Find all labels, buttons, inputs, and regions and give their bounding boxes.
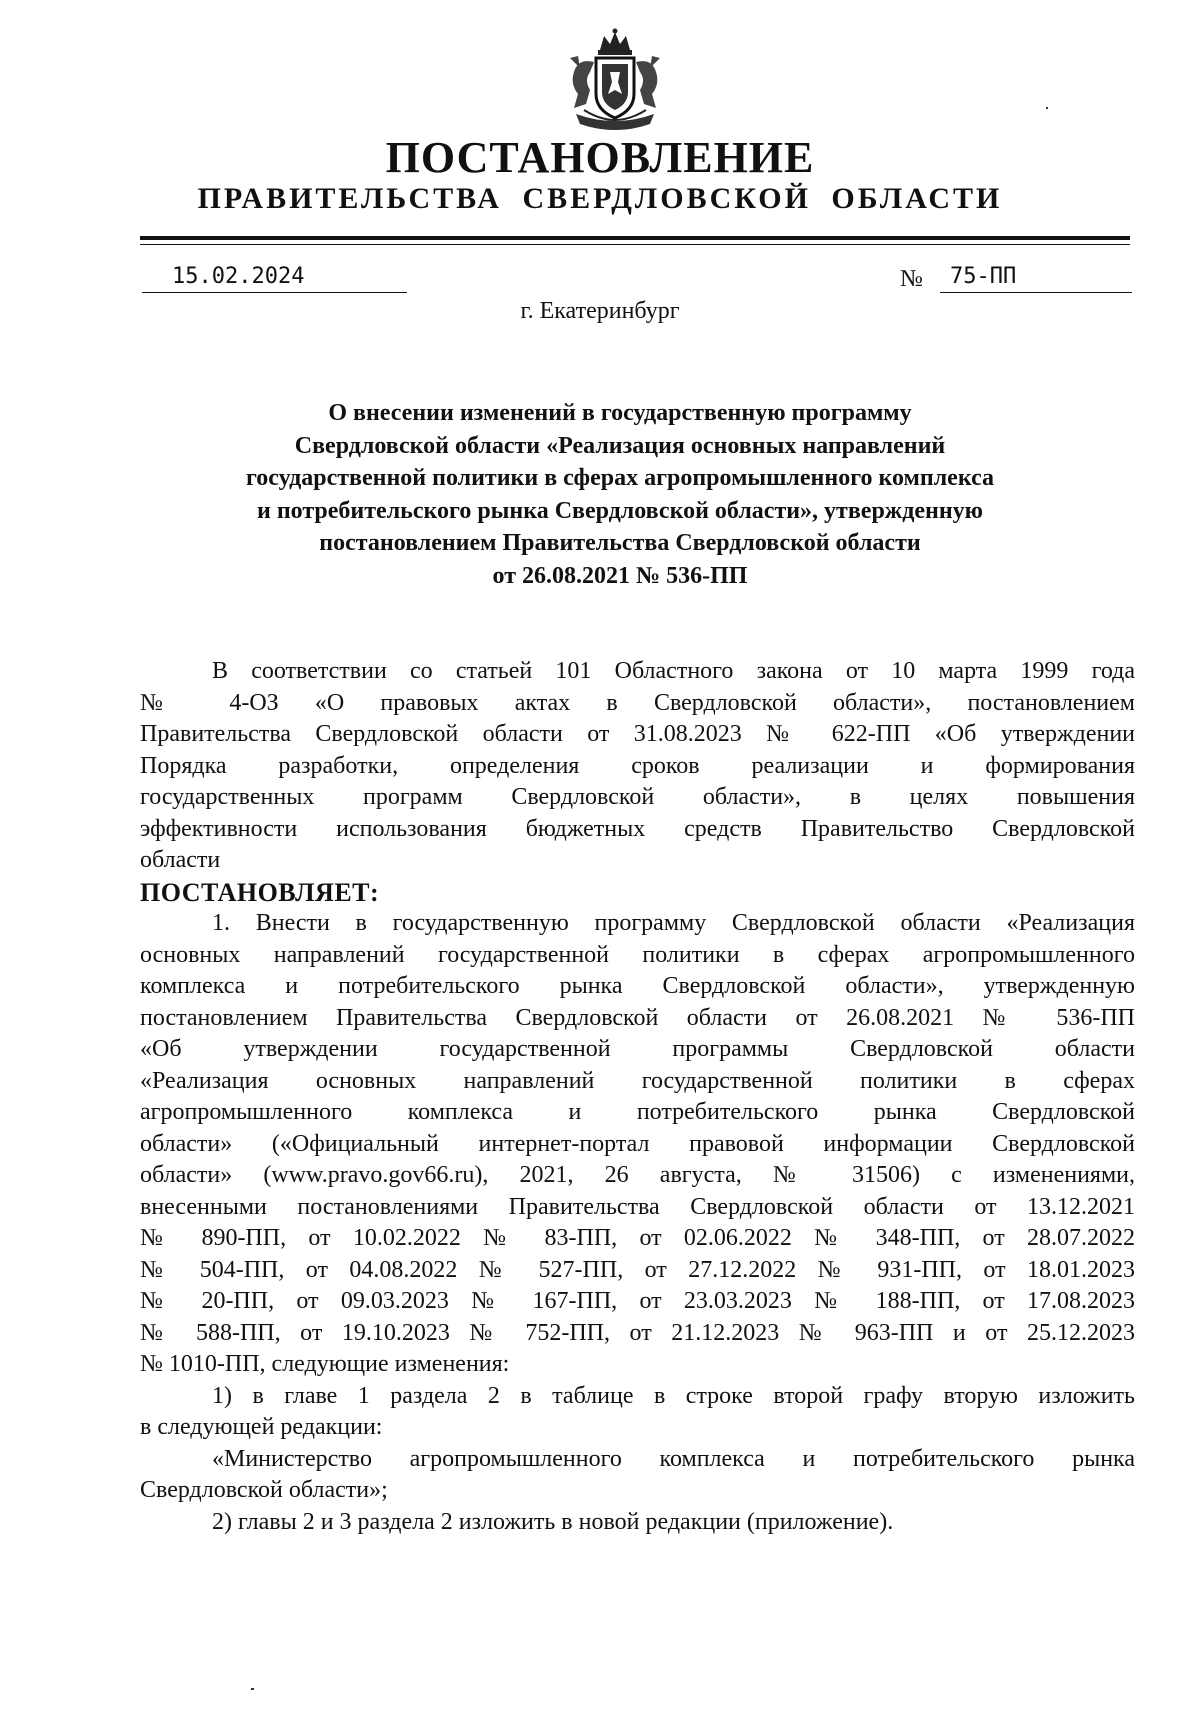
item1-line: № 890-ПП, от 10.02.2022 № 83-ПП, от 02.06.2022 № 348-ПП, от 28.07.2022 bbox=[140, 1225, 1135, 1251]
heading-line: от 26.08.2021 № 536-ПП bbox=[492, 562, 748, 589]
item1-line: «Реализация основных направлений государственной политики в сферах bbox=[140, 1067, 1135, 1094]
heading-line: и потребительского рынка Свердловской области», утвержденную bbox=[257, 497, 983, 524]
header-rule-thin bbox=[140, 244, 1130, 245]
item1-line: «Об утверждении государственной программы Свердловской области bbox=[140, 1036, 1135, 1062]
item1-line: № 588-ПП, от 19.10.2023 № 752-ПП, от 21.12.2023 № 963-ПП и от 25.12.2023 bbox=[140, 1319, 1135, 1346]
item1-line: № 20-ПП, от 09.03.2023 № 167-ПП, от 23.03.2023 № 188-ПП, от 17.08.2023 bbox=[140, 1288, 1135, 1314]
item1-line: № 1010-ПП, следующие изменения: bbox=[140, 1351, 510, 1377]
preamble-line: области bbox=[140, 847, 221, 873]
preamble-line: Порядка разработки, определения сроков реализации и формирования bbox=[140, 752, 1135, 779]
subitem1-line: в следующей редакции: bbox=[140, 1414, 383, 1440]
scan-speck bbox=[251, 1688, 254, 1690]
document-number: 75-ПП bbox=[940, 262, 1132, 293]
preamble-line: В соответствии со статьей 101 Областного закона от 10 марта 1999 года bbox=[212, 658, 1135, 684]
item1-line: агропромышленного комплекса и потребительского рынка Свердловской bbox=[140, 1099, 1135, 1125]
item1-line: 1. Внести в государственную программу Свердловской области «Реализация bbox=[212, 910, 1135, 936]
item1-line: № 504-ПП, от 04.08.2022 № 527-ПП, от 27.12.2022 № 931-ПП, от 18.01.2023 bbox=[140, 1256, 1135, 1283]
item1-line: области» (www.pravo.gov66.ru), 2021, 26 августа, № 31506) с изменениями, bbox=[140, 1162, 1135, 1188]
scan-speck bbox=[1046, 107, 1048, 109]
document-date: 15.02.2024 bbox=[142, 262, 407, 293]
quote-line: Свердловской области»; bbox=[140, 1477, 388, 1503]
quote-line: «Министерство агропромышленного комплекса и потребительского рынка bbox=[212, 1445, 1135, 1472]
heading-line: постановлением Правительства Свердловской области bbox=[319, 530, 921, 556]
item1-line: основных направлений государственной политики в сферах агропромышленного bbox=[140, 941, 1135, 968]
issuing-authority: ПРАВИТЕЛЬСТВА СВЕРДЛОВСКОЙ ОБЛАСТИ bbox=[197, 182, 1003, 215]
number-sign: № bbox=[900, 266, 923, 292]
document-heading bbox=[150, 397, 1090, 592]
subitem2-line: 2) главы 2 и 3 раздела 2 изложить в новой редакции (приложение). bbox=[212, 1508, 894, 1535]
preamble-line: Правительства Свердловской области от 31.08.2023 № 622-ПП «Об утверждении bbox=[140, 721, 1135, 747]
preamble-line: государственных программ Свердловской области», в целях повышения bbox=[140, 784, 1135, 810]
document-body bbox=[140, 656, 1135, 1538]
decree-word: ПОСТАНОВЛЯЕТ: bbox=[140, 877, 380, 907]
subitem1-line: 1) в главе 1 раздела 2 в таблице в строке второй графу вторую изложить bbox=[212, 1382, 1135, 1409]
preamble-line: эффективности использования бюджетных средств Правительство Свердловской bbox=[140, 815, 1135, 842]
preamble-line: № 4-ОЗ «О правовых актах в Свердловской области», постановлением bbox=[140, 689, 1135, 716]
header-rule-thick bbox=[140, 236, 1130, 240]
city: г. Екатеринбург bbox=[520, 298, 680, 324]
document-number-field bbox=[900, 262, 1132, 294]
item1-line: комплекса и потребительского рынка Свердловской области», утвержденную bbox=[140, 973, 1135, 999]
item1-line: внесенными постановлениями Правительства Свердловской области от 13.12.2021 bbox=[140, 1193, 1135, 1220]
heading-line: О внесении изменений в государственную программу bbox=[328, 400, 912, 426]
document-type-title: ПОСТАНОВЛЕНИЕ bbox=[385, 133, 815, 182]
coat-of-arms-icon bbox=[560, 28, 670, 136]
item1-line: постановлением Правительства Свердловской области от 26.08.2021 № 536-ПП bbox=[140, 1004, 1135, 1031]
item1-line: области» («Официальный интернет-портал правовой информации Свердловской bbox=[140, 1130, 1135, 1157]
heading-line: государственной политики в сферах агропромышленного комплекса bbox=[245, 465, 995, 491]
heading-line: Свердловской области «Реализация основных направлений bbox=[294, 432, 946, 459]
